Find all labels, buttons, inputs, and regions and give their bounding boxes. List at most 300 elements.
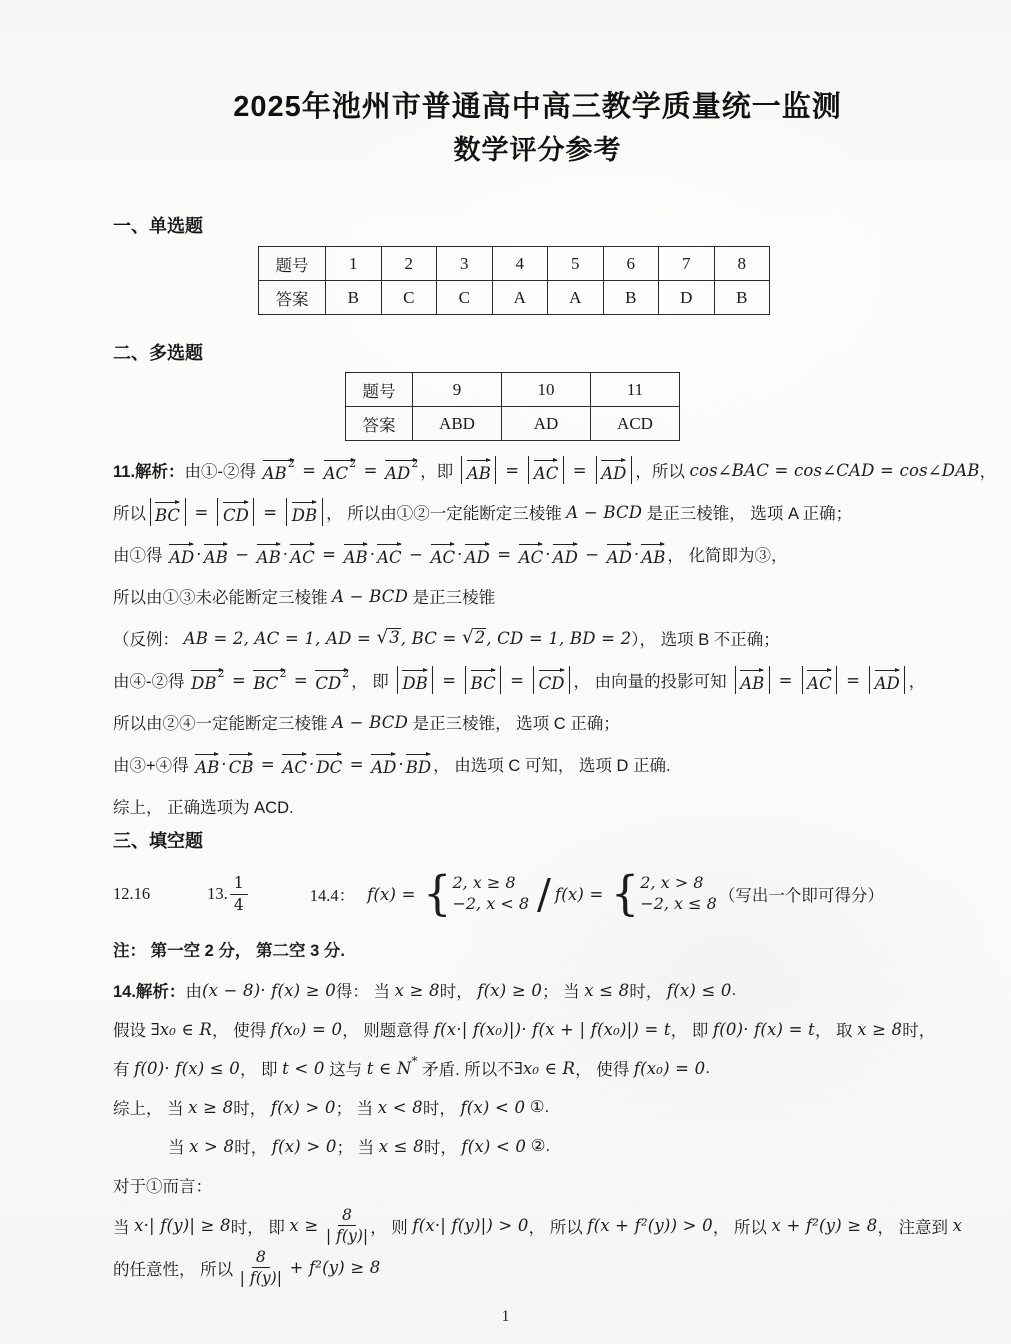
vector-name: BC xyxy=(470,674,496,694)
vector-squared xyxy=(313,666,351,693)
solution-line xyxy=(113,1089,926,1125)
text: 这与 xyxy=(324,1061,367,1079)
vector-name: AC xyxy=(377,548,402,568)
superscript: * xyxy=(411,1054,418,1069)
solution-line xyxy=(113,1248,926,1287)
text: ， 取 xyxy=(814,1022,858,1040)
text: 是正三棱锥 xyxy=(408,589,496,607)
math-text: − xyxy=(403,544,429,564)
abs-bar xyxy=(869,666,870,693)
solution-line xyxy=(113,577,926,615)
value-cell: ACD xyxy=(591,407,680,441)
math-text: ∃x₀ ∈ R xyxy=(513,1058,576,1078)
text: ； 当 xyxy=(335,1100,378,1118)
math-text: f(x) < 0 xyxy=(461,1136,527,1156)
text: （反例： xyxy=(113,631,184,649)
fraction xyxy=(326,1206,368,1245)
text: ， 化简即为③， xyxy=(667,547,788,565)
case-row: −2, x < 8 xyxy=(452,894,529,913)
abs-vector xyxy=(459,456,499,483)
abs-bar xyxy=(217,498,218,525)
math-text: f(x) > 0 xyxy=(271,1136,337,1156)
abs-bar xyxy=(150,498,151,525)
vector-arrow xyxy=(605,540,634,567)
abs-bar xyxy=(904,666,905,693)
math-text: = xyxy=(344,754,370,774)
text: 由①得 xyxy=(113,547,168,565)
math-text: x ≥ xyxy=(289,1216,324,1236)
spacer xyxy=(150,894,207,895)
vector-name: AD xyxy=(606,548,632,568)
spacer xyxy=(250,894,310,895)
vector-arrow xyxy=(738,666,766,693)
numerator: 8 xyxy=(252,1248,270,1268)
row-label-cell: 答案 xyxy=(259,281,326,315)
abs-bar xyxy=(432,666,433,693)
vector-arrow xyxy=(227,750,256,777)
text: ； 当 xyxy=(542,983,585,1001)
solution-line xyxy=(113,930,926,968)
vector-arrow xyxy=(369,750,398,777)
text: 时， xyxy=(422,1100,461,1118)
vector-name: AD xyxy=(552,548,578,568)
math-text: x·| f(y)| ≥ 8 xyxy=(134,1216,231,1236)
solution-line xyxy=(113,661,926,699)
text: 是正三棱锥， 选项 C 正确； xyxy=(408,715,620,733)
abs-bar xyxy=(631,456,632,483)
vector-name: AB xyxy=(203,548,228,568)
vector-name: AB xyxy=(262,464,287,484)
value-cell: ABD xyxy=(413,407,502,441)
page-number: 1 xyxy=(501,1308,510,1325)
text: ， 则题意得 xyxy=(342,1022,434,1040)
text: 有 xyxy=(113,1061,135,1079)
abs-bar xyxy=(528,456,529,483)
vector-squared xyxy=(251,666,288,693)
math-text: A − BCD xyxy=(332,586,409,606)
text: 对于①而言： xyxy=(113,1178,212,1196)
math-text: · xyxy=(457,544,463,564)
value-cell: 8 xyxy=(714,247,770,281)
table-row xyxy=(346,373,680,407)
math-text: x ≥ 8 xyxy=(857,1019,903,1039)
text: 由 xyxy=(185,983,202,1001)
vector-name: AB xyxy=(641,548,666,568)
abs-vector xyxy=(732,666,772,693)
radical-sign: √ xyxy=(462,627,474,649)
text: ， 注意到 xyxy=(877,1218,953,1237)
abs-bar xyxy=(769,666,770,693)
vector-squared xyxy=(261,456,297,483)
math-text: = xyxy=(296,460,322,480)
abs-bar xyxy=(596,456,597,483)
text: ， 由选项 C 可知， 选项 D 正确. xyxy=(433,757,671,775)
fill-in-answers-block xyxy=(113,864,926,924)
text: 时， xyxy=(423,1139,462,1157)
vector-arrow xyxy=(465,456,493,483)
math-text: = xyxy=(358,460,384,480)
text: ， 使得 xyxy=(575,1061,634,1079)
value-cell: 10 xyxy=(502,373,591,407)
vector-arrow xyxy=(280,750,309,777)
value-cell: AD xyxy=(502,407,591,441)
text: ， 即 xyxy=(239,1061,283,1079)
denominator: | f(y)| xyxy=(239,1268,283,1288)
solution-14-block xyxy=(113,972,963,1288)
fraction xyxy=(230,874,248,913)
math-text: · xyxy=(369,544,376,564)
abs-bar xyxy=(802,666,803,693)
abs-vector xyxy=(463,666,504,693)
abs-bar xyxy=(322,498,323,525)
math-text: = xyxy=(288,670,314,690)
abs-bar xyxy=(461,456,462,483)
vector-name: BD xyxy=(405,758,432,778)
vector-arrow xyxy=(255,540,283,567)
text: ， 所以由①②一定能断定三棱锥 xyxy=(326,505,567,523)
case-row: 2, x > 8 xyxy=(640,873,704,893)
math-text: , CD = 1, BD = 2 xyxy=(486,628,632,648)
vector-squared xyxy=(383,456,420,483)
text: 所以由②④一定能断定三棱锥 xyxy=(113,715,333,733)
vector-name: AD xyxy=(169,548,195,568)
denominator: 4 xyxy=(233,894,244,914)
numerator: 8 xyxy=(338,1206,356,1226)
numerator: 1 xyxy=(230,874,248,894)
math-text: f(x) ≥ 0 xyxy=(477,980,543,1000)
exam-subtitle: 数学评分参考 xyxy=(453,135,622,165)
vector-arrow xyxy=(193,750,221,777)
abs-bar xyxy=(397,666,398,693)
text: ， 使得 xyxy=(212,1022,271,1040)
vector-name: BC xyxy=(253,674,279,694)
math-text: = xyxy=(504,670,530,690)
vector-arrow xyxy=(429,540,458,567)
scoring-note-block xyxy=(113,930,926,968)
solution-line xyxy=(113,1205,963,1246)
vector-name: AB xyxy=(740,674,765,694)
text: 时， xyxy=(902,1022,936,1040)
math-text: f(x) = xyxy=(554,884,609,904)
abs-vector xyxy=(147,498,188,525)
math-text: t ∈ N xyxy=(366,1058,412,1078)
math-text: f(x) ≤ 0 xyxy=(666,980,732,1000)
value-cell: 11 xyxy=(591,373,680,407)
text: ②. xyxy=(526,1137,551,1155)
solution-line xyxy=(113,1128,926,1164)
abs-vector xyxy=(867,666,908,693)
vector-name: CB xyxy=(228,758,254,778)
multi-choice-answer-table xyxy=(345,372,680,441)
text-bold: 注： 第一空 2 分， 第二空 3 分. xyxy=(113,942,345,960)
text: ，所以 xyxy=(635,463,690,481)
text: 当 xyxy=(113,1218,135,1237)
value-cell: 6 xyxy=(603,247,659,281)
section-heading-fill-blank: 三、填空题 xyxy=(113,831,203,851)
text: ， xyxy=(908,673,926,691)
value-cell: 2 xyxy=(381,247,437,281)
math-text: − xyxy=(579,544,605,564)
value-cell: C xyxy=(437,281,493,315)
abs-bar xyxy=(563,456,564,483)
math-text: = xyxy=(257,502,283,522)
text: （写出一个即可得分） xyxy=(718,887,884,905)
vector-arrow xyxy=(873,666,902,693)
value-cell: 1 xyxy=(326,247,382,281)
value-cell: A xyxy=(548,281,604,315)
math-text: f(x) > 0 xyxy=(270,1097,336,1117)
abs-bar xyxy=(735,666,736,693)
vector-arrow xyxy=(342,540,370,567)
solution-line xyxy=(113,1050,926,1086)
radicand: 2 xyxy=(474,628,486,648)
math-text: f(x) = xyxy=(367,884,422,904)
math-text: x + f²(y) ≥ 8 xyxy=(771,1216,878,1236)
text: ，即 xyxy=(420,463,458,481)
text: ①. xyxy=(525,1098,550,1116)
vector-arrow xyxy=(469,666,498,693)
abs-bar xyxy=(836,666,837,693)
math-text: f(x·| f(x₀)|)· f(x + | f(x₀)|) = t xyxy=(433,1019,671,1039)
text: 当 xyxy=(168,1139,190,1157)
text: 假设 xyxy=(113,1022,151,1040)
fraction xyxy=(240,1248,282,1287)
vector-name: DB xyxy=(191,674,217,694)
vector-name: AB xyxy=(195,758,220,778)
spacer xyxy=(355,894,367,895)
math-text: cos∠BAC = cos∠CAD = cos∠DAB xyxy=(689,460,980,480)
value-cell: D xyxy=(659,281,715,315)
math-text: A − BCD xyxy=(332,712,409,732)
case-brace: { xyxy=(610,866,640,922)
section-heading-multi-choice: 二、多选题 xyxy=(113,343,203,363)
case-brace: { xyxy=(423,866,452,922)
abs-bar xyxy=(500,666,501,693)
row-label-cell: 题号 xyxy=(346,373,413,407)
text: 由①-②得 xyxy=(184,463,261,481)
vector-arrow xyxy=(153,498,182,525)
math-text: x ≤ 8 xyxy=(584,980,630,1000)
solution-line xyxy=(113,1011,936,1047)
value-cell: 4 xyxy=(492,247,548,281)
math-text: f(0)· f(x) = t xyxy=(712,1019,815,1039)
text: 时， xyxy=(234,1139,272,1157)
value-cell: B xyxy=(326,281,382,315)
exponent: 2 xyxy=(217,666,225,680)
vector-arrow xyxy=(551,540,580,567)
text-serif: 12.16 xyxy=(113,884,151,903)
section-heading-single-choice: 一、单选题 xyxy=(113,216,203,236)
math-text: − xyxy=(229,544,255,564)
abs-bar xyxy=(465,666,466,693)
vector-arrow xyxy=(400,666,429,693)
math-text: = xyxy=(840,670,866,690)
table-row xyxy=(259,281,770,315)
text: 时， xyxy=(233,1100,271,1118)
math-text: · xyxy=(633,544,640,564)
vector-arrow xyxy=(639,540,667,567)
text-serif: 14.4： xyxy=(309,886,356,905)
abs-vector xyxy=(526,456,567,483)
math-text: = xyxy=(567,460,593,480)
math-text: f(x₀) = 0 xyxy=(633,1058,706,1078)
math-text: f(x) < 0 xyxy=(460,1097,526,1117)
single-choice-answer-table xyxy=(258,246,770,315)
text-bold: 14.解析： xyxy=(113,983,186,1001)
math-text: f(x₀) = 0 xyxy=(270,1019,343,1039)
vector-arrow xyxy=(532,456,561,483)
vector-name: AB xyxy=(466,464,491,484)
text: 的任意性， 所以 xyxy=(113,1260,238,1279)
vector-arrow xyxy=(167,540,196,567)
case-row: −2, x ≤ 8 xyxy=(640,894,717,913)
row-label-cell: 答案 xyxy=(346,407,413,441)
vector-name: AD xyxy=(385,464,411,484)
vector-arrow xyxy=(537,666,567,693)
vector-arrow xyxy=(288,540,317,567)
text: 得： 当 xyxy=(335,983,395,1001)
square-root xyxy=(462,628,486,648)
vector-name: AB xyxy=(256,548,281,568)
math-text: + f²(y) ≥ 8 xyxy=(284,1258,381,1278)
abs-vector xyxy=(394,666,435,693)
vector-name: DB xyxy=(402,674,428,694)
radicand: 3 xyxy=(389,628,400,648)
vector-name: CD xyxy=(538,674,565,694)
math-text: (x − 8)· f(x) ≥ 0 xyxy=(201,980,336,1000)
math-text: = xyxy=(189,502,214,522)
vector-arrow xyxy=(404,750,433,777)
denominator: | f(y)| xyxy=(325,1226,369,1246)
abs-bar xyxy=(253,498,254,525)
radical-sign: √ xyxy=(376,627,389,649)
math-text: · xyxy=(398,754,404,774)
text: 所以由①③未必能断定三棱锥 xyxy=(113,589,333,607)
math-text: · xyxy=(221,754,227,774)
text: 时， 即 xyxy=(230,1218,290,1237)
solution-line xyxy=(113,787,926,825)
math-text: x ≥ 8 xyxy=(394,980,440,1000)
case-row: 2, x ≥ 8 xyxy=(452,873,516,893)
row-label-cell: 题号 xyxy=(259,247,326,281)
abs-vector xyxy=(215,498,257,525)
text: ， 所以 xyxy=(528,1218,588,1237)
value-cell: 3 xyxy=(437,247,493,281)
text: 由④-②得 xyxy=(113,673,190,691)
text: 由③+④得 xyxy=(113,757,194,775)
vector-arrow xyxy=(221,498,251,525)
text: 时， xyxy=(439,983,478,1001)
text: . xyxy=(705,1058,710,1077)
text: ， 即 xyxy=(670,1022,713,1040)
vector-arrow xyxy=(599,456,628,483)
solution-line xyxy=(113,864,926,924)
table-row xyxy=(346,407,680,441)
vector-arrow xyxy=(375,540,404,567)
vector-name: DB xyxy=(291,506,318,526)
vector-squared xyxy=(189,666,226,693)
text: ， 则 xyxy=(370,1218,413,1237)
vector-name: BC xyxy=(155,506,181,526)
solution-line xyxy=(113,493,926,531)
solution-line xyxy=(113,451,997,489)
vector-name: AC xyxy=(430,548,456,568)
math-text: = xyxy=(436,670,462,690)
math-text: x > 8 xyxy=(189,1136,235,1156)
abs-vector xyxy=(531,666,573,693)
text: ）， 选项 B 不正确； xyxy=(631,631,780,649)
math-text: x xyxy=(952,1216,963,1236)
text: ； 当 xyxy=(336,1139,379,1157)
vector-arrow xyxy=(517,540,546,567)
vector-name: DC xyxy=(316,758,343,778)
vector-arrow xyxy=(805,666,834,693)
page-content xyxy=(0,88,1011,1287)
exponent: 2 xyxy=(349,456,357,470)
vector-arrow xyxy=(290,498,319,525)
text: 是正三棱锥， 选项 A 正确； xyxy=(642,505,853,523)
solution-11-block xyxy=(113,451,997,825)
solution-line xyxy=(113,1167,926,1203)
math-text: ∃x₀ ∈ R xyxy=(150,1019,212,1039)
exponent: 2 xyxy=(287,456,295,470)
text: . xyxy=(731,980,737,999)
text-bold: 11.解析： xyxy=(113,463,185,481)
math-text: x ≤ 8 xyxy=(378,1136,424,1156)
solution-line xyxy=(113,972,926,1008)
abs-bar xyxy=(569,666,570,693)
abs-bar xyxy=(495,456,496,483)
piecewise-cases xyxy=(423,866,529,922)
vector-name: AC xyxy=(533,464,559,484)
text: 所以 xyxy=(113,505,146,523)
solution-line xyxy=(113,745,926,783)
case-rows xyxy=(640,873,717,915)
vector-name: AD xyxy=(464,548,490,568)
text: 综上， 当 xyxy=(113,1100,189,1118)
text-serif: 13. xyxy=(207,884,228,903)
value-cell: C xyxy=(381,281,437,315)
text: ， xyxy=(979,463,997,481)
math-text: = xyxy=(491,544,517,564)
text: 综上， 正确选项为 ACD. xyxy=(113,799,294,817)
math-text: = xyxy=(499,460,525,480)
value-cell: 9 xyxy=(413,373,502,407)
vector-name: AC xyxy=(807,674,832,694)
math-text: AB = 2, AC = 1, AD = xyxy=(183,628,377,648)
exponent: 2 xyxy=(279,666,287,680)
vector-arrow xyxy=(202,540,230,567)
math-text: x ≥ 8 xyxy=(188,1097,234,1117)
math-text: · xyxy=(308,754,315,774)
table-row xyxy=(259,247,770,281)
text: ， 即 xyxy=(351,673,394,691)
value-cell: B xyxy=(603,281,659,315)
value-cell: B xyxy=(714,281,770,315)
math-text: A − BCD xyxy=(566,502,643,522)
exponent: 2 xyxy=(411,456,419,470)
text: 矛盾. 所以不 xyxy=(417,1061,514,1079)
vector-name: CD xyxy=(315,674,342,694)
square-root xyxy=(376,628,400,648)
value-cell: A xyxy=(492,281,548,315)
math-text: · xyxy=(545,544,551,564)
abs-bar xyxy=(286,498,287,525)
math-text: · xyxy=(282,544,289,564)
case-rows xyxy=(452,873,529,915)
abs-vector xyxy=(284,498,325,525)
solution-line xyxy=(113,619,926,657)
